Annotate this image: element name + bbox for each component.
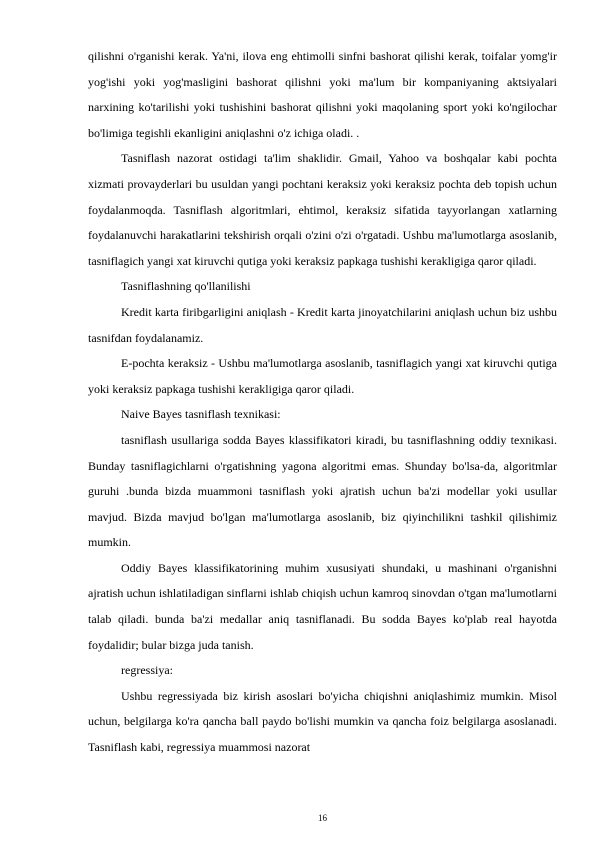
paragraph-email-spam: E-pochta keraksiz - Ushbu ma'lumotlarga asoslanib, tasniflagich yangi xat kiruvchi qutiga yoki keraksiz papkaga tushishi kerakligiga qaror qiladi. <box>88 356 557 396</box>
paragraph-heading-applications: Tasniflashning qo'llanilishi <box>121 279 251 294</box>
paragraph-credit-card-fraud: Kredit karta firibgarligini aniqlash - Kredit karta jinoyatchilarini aniqlash uchun biz ushbu tasnifdan foydalanamiz. <box>88 304 557 345</box>
paragraph-continuation: qilishni o'rganishi kerak. Ya'ni, ilova eng ehtimolli sinfni bashorat qilishi kerak, toifalar yomg'ir yog'ishi yoki yog'masligini bashorat qilishni yoki ma'lum bir kompaniyaning aktsiyalari narxining ko'tarilishi yoki tushishini bashorat qilishni yoki maqolaning sport yoki ko'ngilochar bo'limiga tegishli ekanligini aniqlashni o'z ichiga oladi. . <box>88 49 557 140</box>
paragraph-classification-supervised: Tasniflash nazorat ostidagi ta'lim shaklidir. Gmail, Yahoo va boshqalar kabi pochta xizmati provayderlari bu usuldan yangi pochtani keraksiz yoki keraksiz pochta deb topish uchun foydalanmoqda. Tasniflash algoritmlari, ehtimol, keraksiz sifatida tayyorlangan xatlarning foydalanuvchi harakatlarini tekshirish orqali o'zini o'zi o'rgatadi. Ushbu ma'lumotlarga asoslanib, tasniflagich yangi xat kiruvchi qutiga yoki keraksiz papkaga tushishi kerakligiga qaror qiladi. <box>88 151 557 268</box>
paragraph-naive-bayes-feature: Oddiy Bayes klassifikatorining muhim xususiyati shundaki, u mashinani o'rganishni ajratish uchun ishlatiladigan sinflarni ishlab chiqish uchun kamroq sinovdan o'tgan ma'lumotlarni talab qiladi. bunda ba'zi medallar aniq tasniflanadi. Bu sodda Bayes ko'plab real hayotda foydalidir; bular bizga juda tanish. <box>88 560 557 652</box>
paragraph-heading-naive-bayes: Naive Bayes tasniflash texnikasi: <box>121 407 281 422</box>
paragraph-naive-bayes-intro: tasniflash usullariga sodda Bayes klassifikatori kiradi, bu tasniflashning oddiy texnikasi. Bunday tasniflagichlarni o'rgatishning yagona algoritmi emas. Shunday bo'lsa-da, algoritmlar guruhi .bunda bizda muammoni tasniflash yoki ajratish uchun ba'zi modellar yoki usullar mavjud. Bizda mavjud bo'lgan ma'lumotlarga asoslanib, biz qiyinchilikni tashkil qilishimiz mumkin. <box>88 432 557 550</box>
page-number: 16 <box>318 813 327 823</box>
paragraph-regression: Ushbu regressiyada biz kirish asoslari bo'yicha chiqishni aniqlashimiz mumkin. Misol uchun, belgilarga ko'ra qancha ball paydo bo'lishi mumkin va qancha foiz belgilarga asoslanadi. Tasniflash kabi, regressiya muammosi nazorat <box>88 688 557 755</box>
page-body <box>88 44 557 761</box>
paragraph-heading-regression: regressiya: <box>121 663 173 678</box>
